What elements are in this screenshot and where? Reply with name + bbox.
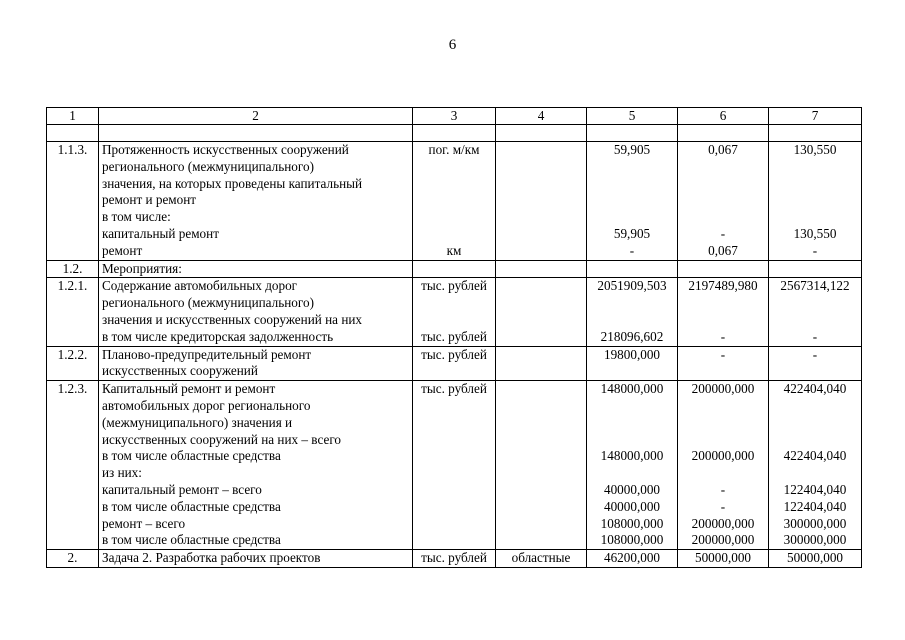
cell-value: 2051909,503: [597, 278, 667, 294]
cell-value: [772, 295, 858, 312]
table-cell-c6: [678, 142, 769, 261]
cell-value: [772, 312, 858, 329]
cell-value: тыс. рублей: [421, 346, 487, 362]
table-cell-c1: [47, 550, 99, 568]
table-cell-c7: [769, 142, 862, 261]
table-cell-c3: [413, 346, 496, 381]
table-cell-c3: [413, 381, 496, 550]
cell-value: [416, 209, 492, 226]
cell-value: [681, 432, 765, 449]
table-cell-c5: [587, 346, 678, 381]
table-row: [47, 260, 862, 278]
row-text-line: ремонт – всего: [102, 515, 186, 531]
cell-value: [772, 432, 858, 449]
cell-value: 218096,602: [600, 328, 664, 344]
cell-value: 200000,000: [691, 515, 755, 531]
header-cell: 3: [413, 108, 496, 125]
header-cell: 2: [99, 108, 413, 125]
cell-value: [772, 159, 858, 176]
cell-value: 130,550: [793, 225, 837, 241]
table-cell-c6: [678, 278, 769, 346]
table-cell-c6: [678, 260, 769, 278]
table-cell-c1: [47, 346, 99, 381]
cell-value: -: [720, 328, 726, 344]
cell-value: 122404,040: [783, 498, 847, 514]
cell-value: [590, 465, 674, 482]
table-cell-c3: [413, 550, 496, 568]
cell-value: [681, 209, 765, 226]
row-number: 1.2.3.: [57, 381, 88, 397]
table-cell-c6: [678, 550, 769, 568]
cell-value: [772, 398, 858, 415]
table-cell-c2: [99, 346, 413, 381]
cell-value: 148000,000: [600, 448, 664, 464]
data-table: [46, 107, 862, 568]
cell-value: 19800,000: [603, 346, 661, 362]
blank-cell: [678, 125, 769, 142]
blank-cell: [413, 125, 496, 142]
cell-value: -: [812, 328, 818, 344]
cell-value: -: [720, 225, 726, 241]
row-text-line: автомобильных дорог регионального: [102, 397, 311, 413]
row-text-line: ремонт и ремонт: [102, 192, 197, 208]
table-cell-c3: [413, 278, 496, 346]
table-cell-c6: [678, 346, 769, 381]
cell-value: 122404,040: [783, 481, 847, 497]
cell-value: тыс. рублей: [421, 550, 487, 566]
cell-value: [416, 312, 492, 329]
cell-value: 0,067: [708, 142, 738, 157]
table-cell-c4: [496, 260, 587, 278]
cell-value: 422404,040: [783, 381, 847, 397]
cell-value: [681, 312, 765, 329]
cell-value: км: [446, 242, 462, 258]
row-text-line: значения, на которых проведены капитальный: [102, 175, 363, 191]
cell-value: [681, 415, 765, 432]
cell-value: [590, 176, 674, 193]
table-cell-c5: [587, 260, 678, 278]
blank-row: [47, 125, 862, 142]
cell-value: -: [812, 242, 818, 258]
table-row: [47, 381, 862, 550]
cell-value: 130,550: [793, 142, 837, 157]
table-cell-c3: [413, 142, 496, 261]
cell-value: [590, 312, 674, 329]
cell-value: [590, 432, 674, 449]
cell-value: 50000,000: [786, 550, 844, 566]
table-cell-c5: [587, 550, 678, 568]
cell-value: 300000,000: [783, 532, 847, 548]
table-cell-c4: [496, 381, 587, 550]
cell-value: [416, 295, 492, 312]
row-text-line: в том числе областные средства: [102, 448, 281, 464]
cell-value: 50000,000: [694, 550, 752, 566]
cell-value: 2197489,980: [688, 278, 758, 294]
row-number: 2.: [67, 550, 78, 566]
table-cell-c7: [769, 346, 862, 381]
cell-value: областные: [511, 550, 571, 566]
table-row: [47, 142, 862, 261]
header-row: [47, 108, 862, 125]
table-cell-c6: [678, 381, 769, 550]
cell-value: тыс. рублей: [421, 278, 487, 294]
cell-value: 200000,000: [691, 448, 755, 464]
table-cell-c7: [769, 550, 862, 568]
table-cell-c7: [769, 278, 862, 346]
cell-value: [590, 192, 674, 209]
table-cell-c1: [47, 381, 99, 550]
cell-value: -: [629, 242, 635, 258]
cell-value: [416, 159, 492, 176]
cell-value: [772, 465, 858, 482]
cell-value: 59,905: [613, 142, 651, 157]
cell-value: [590, 295, 674, 312]
cell-value: 59,905: [613, 225, 651, 241]
cell-value: -: [720, 481, 726, 497]
table-cell-c2: [99, 381, 413, 550]
row-text-line: регионального (межмуниципального): [102, 158, 314, 174]
cell-value: 200000,000: [691, 381, 755, 397]
header-cell: 6: [678, 108, 769, 125]
row-text-line: капитальный ремонт: [102, 225, 219, 241]
cell-value: [590, 209, 674, 226]
table-cell-c1: [47, 142, 99, 261]
row-number: 1.2.2.: [57, 346, 88, 362]
cell-value: 46200,000: [603, 550, 661, 566]
cell-value: [772, 176, 858, 193]
cell-value: [416, 226, 492, 243]
row-text-line: Мероприятия:: [102, 260, 182, 276]
header-cell: 4: [496, 108, 587, 125]
row-text-line: искусственных сооружений: [102, 363, 258, 379]
cell-value: [681, 176, 765, 193]
row-text-line: в том числе областные средства: [102, 532, 281, 548]
table-cell-c1: [47, 278, 99, 346]
row-text-line: регионального (межмуниципального): [102, 295, 314, 311]
cell-value: 40000,000: [603, 498, 661, 514]
cell-value: [681, 295, 765, 312]
cell-value: 2567314,122: [780, 278, 850, 294]
cell-value: -: [720, 346, 726, 362]
table-row: [47, 346, 862, 381]
row-number: 1.1.3.: [57, 142, 88, 157]
cell-value: 40000,000: [603, 481, 661, 497]
row-text-line: Протяженность искусственных сооружений: [102, 142, 349, 157]
cell-value: [590, 415, 674, 432]
row-text-line: в том числе областные средства: [102, 498, 281, 514]
table-cell-c1: [47, 260, 99, 278]
table-cell-c5: [587, 381, 678, 550]
page-number: 6: [448, 37, 457, 53]
row-text-line: Задача 2. Разработка рабочих проектов: [102, 550, 321, 566]
table-cell-c4: [496, 278, 587, 346]
row-text-line: в том числе кредиторская задолженность: [102, 328, 334, 344]
table-cell-c4: [496, 550, 587, 568]
cell-value: [681, 465, 765, 482]
cell-value: [416, 192, 492, 209]
table-cell-c7: [769, 260, 862, 278]
cell-value: [681, 398, 765, 415]
table-cell-c5: [587, 278, 678, 346]
table-cell-c2: [99, 278, 413, 346]
table-row: [47, 278, 862, 346]
table-cell-c2: [99, 260, 413, 278]
cell-value: 300000,000: [783, 515, 847, 531]
table-cell-c2: [99, 550, 413, 568]
table-cell-c4: [496, 142, 587, 261]
table-cell-c7: [769, 381, 862, 550]
row-number: 1.2.1.: [57, 278, 88, 294]
row-text-line: значения и искусственных сооружений на них: [102, 311, 363, 327]
cell-value: 200000,000: [691, 532, 755, 548]
cell-value: 0,067: [708, 242, 738, 258]
row-text-line: (межмуниципального) значения и: [102, 414, 293, 430]
table-cell-c5: [587, 142, 678, 261]
header-cell: 7: [769, 108, 862, 125]
row-text-line: искусственных сооружений на них – всего: [102, 431, 341, 447]
cell-value: 422404,040: [783, 448, 847, 464]
cell-value: [590, 398, 674, 415]
cell-value: 108000,000: [600, 532, 664, 548]
header-cell: 1: [47, 108, 99, 125]
cell-value: [681, 159, 765, 176]
blank-cell: [99, 125, 413, 142]
row-text-line: капитальный ремонт – всего: [102, 481, 262, 497]
cell-value: -: [812, 346, 818, 362]
cell-value: [416, 176, 492, 193]
blank-cell: [587, 125, 678, 142]
cell-value: [590, 159, 674, 176]
row-text-line: из них:: [102, 465, 142, 481]
cell-value: тыс. рублей: [421, 381, 487, 397]
row-text-line: ремонт: [102, 242, 143, 258]
row-number: 1.2.: [62, 260, 83, 276]
cell-value: -: [720, 498, 726, 514]
table-cell-c3: [413, 260, 496, 278]
header-cell: 5: [587, 108, 678, 125]
blank-cell: [47, 125, 99, 142]
cell-value: пог. м/км: [428, 142, 480, 157]
cell-value: тыс. рублей: [421, 328, 487, 344]
row-text-line: Капитальный ремонт и ремонт: [102, 381, 276, 397]
cell-value: [772, 415, 858, 432]
cell-value: [681, 192, 765, 209]
blank-cell: [769, 125, 862, 142]
cell-value: [772, 192, 858, 209]
cell-value: 108000,000: [600, 515, 664, 531]
table-row: [47, 550, 862, 568]
cell-value: 148000,000: [600, 381, 664, 397]
row-text-line: в том числе:: [102, 209, 171, 225]
blank-cell: [496, 125, 587, 142]
table-cell-c2: [99, 142, 413, 261]
table-cell-c4: [496, 346, 587, 381]
row-text-line: Планово-предупредительный ремонт: [102, 346, 312, 362]
row-text-line: Содержание автомобильных дорог: [102, 278, 298, 294]
cell-value: [772, 209, 858, 226]
